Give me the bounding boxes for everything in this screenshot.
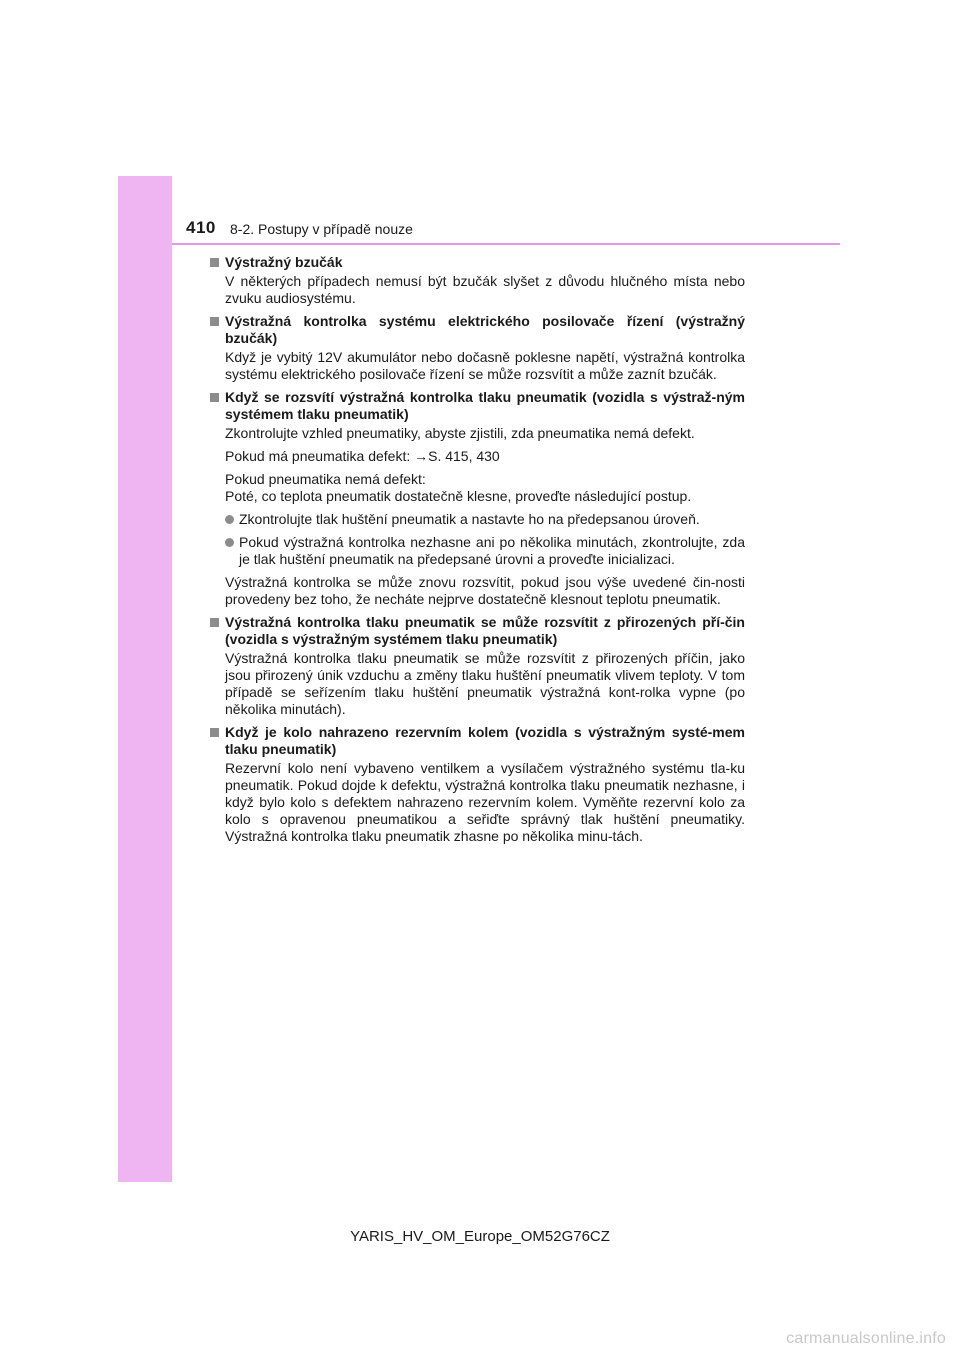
side-band xyxy=(118,176,172,1182)
paragraph: Výstražná kontrolka se může znovu rozsvítit, pokud jsou výše uvedené čin-nosti provedeny bez toho, že necháte nejprve dostatečně klesnout teplotu pneumatik. xyxy=(225,574,745,607)
watermark: carmanualsonline.info xyxy=(786,1330,946,1347)
page-number: 410 xyxy=(186,218,216,237)
section-heading: Výstražný bzučák xyxy=(208,254,745,271)
round-bullet-icon xyxy=(225,538,234,547)
section-heading: Když se rozsvítí výstražná kontrolka tlaku pneumatik (vozidla s výstraž-ným systémem tlaku pneumatik) xyxy=(208,389,745,423)
section-heading: Když je kolo nahrazeno rezervním kolem (vozidla s výstražným systé-mem tlaku pneumatik) xyxy=(208,724,745,758)
square-bullet-icon xyxy=(210,393,219,402)
document-code: YARIS_HV_OM_Europe_OM52G76CZ xyxy=(350,1228,610,1245)
section-spare-wheel xyxy=(208,724,745,845)
chapter-title: 8-2. Postupy v případě nouze xyxy=(230,221,413,237)
paragraph: Rezervní kolo není vybaveno ventilkem a vysílačem výstražného systému tla-ku pneumatik. Pokud dojde k defektu, výstražná kontrolka tlaku pneumatik nezhasne, i když bylo kolo s defektem nahrazeno rezervním kolem. Vyměňte rezervní kolo za kolo s opravenou pneumatikou a seřiďte správný tlak huštění pneumatiky. Výstražná kontrolka tlaku pneumatik zhasne po několika minu-tách. xyxy=(225,760,745,844)
header-rule xyxy=(172,243,840,245)
list-item: Pokud výstražná kontrolka nezhasne ani po několika minutách, zkontrolujte, zda je tlak huštění pneumatik na předepsané úrovni a proveďte inicializaci. xyxy=(208,534,745,568)
paragraph: Zkontrolujte vzhled pneumatiky, abyste zjistili, zda pneumatika nemá defekt. xyxy=(225,425,695,441)
square-bullet-icon xyxy=(210,618,219,627)
paragraph: V některých případech nemusí být bzučák slyšet z důvodu hlučného místa nebo zvuku audiosystému. xyxy=(225,273,745,306)
section-natural-causes xyxy=(208,614,745,718)
page-reference: Pokud má pneumatika defekt: →S. 415, 430 xyxy=(225,448,500,464)
square-bullet-icon xyxy=(210,317,219,326)
section-heading: Výstražná kontrolka tlaku pneumatik se může rozsvítit z přirozených pří-čin (vozidla s výstražným systémem tlaku pneumatik) xyxy=(208,614,745,648)
page-content xyxy=(208,254,745,851)
section-buzzer xyxy=(208,254,745,307)
section-power-steering xyxy=(208,313,745,383)
paragraph: Když je vybitý 12V akumulátor nebo dočasně poklesne napětí, výstražná kontrolka systému elektrického posilovače řízení se může rozsvítit a může zaznít bzučák. xyxy=(225,349,745,382)
square-bullet-icon xyxy=(210,258,219,267)
paragraph: Výstražná kontrolka tlaku pneumatik se může rozsvítit z přirozených příčin, jako jsou přirozený únik vzduchu a změny tlaku huštění pneumatik vlivem teploty. V tom případě se seřízením tlaku huštění pneumatik výstražná kont-rolka vypne (po několika minutách). xyxy=(225,650,745,717)
section-tire-pressure-warning xyxy=(208,389,745,608)
section-heading: Výstražná kontrolka systému elektrického posilovače řízení (výstražný bzučák) xyxy=(208,313,745,347)
round-bullet-icon xyxy=(225,515,234,524)
square-bullet-icon xyxy=(210,728,219,737)
list-item: Zkontrolujte tlak huštění pneumatik a nastavte ho na předepsanou úroveň. xyxy=(208,511,745,528)
paragraph: Pokud pneumatika nemá defekt: Poté, co teplota pneumatik dostatečně klesne, proveďte následující postup. xyxy=(225,471,692,504)
